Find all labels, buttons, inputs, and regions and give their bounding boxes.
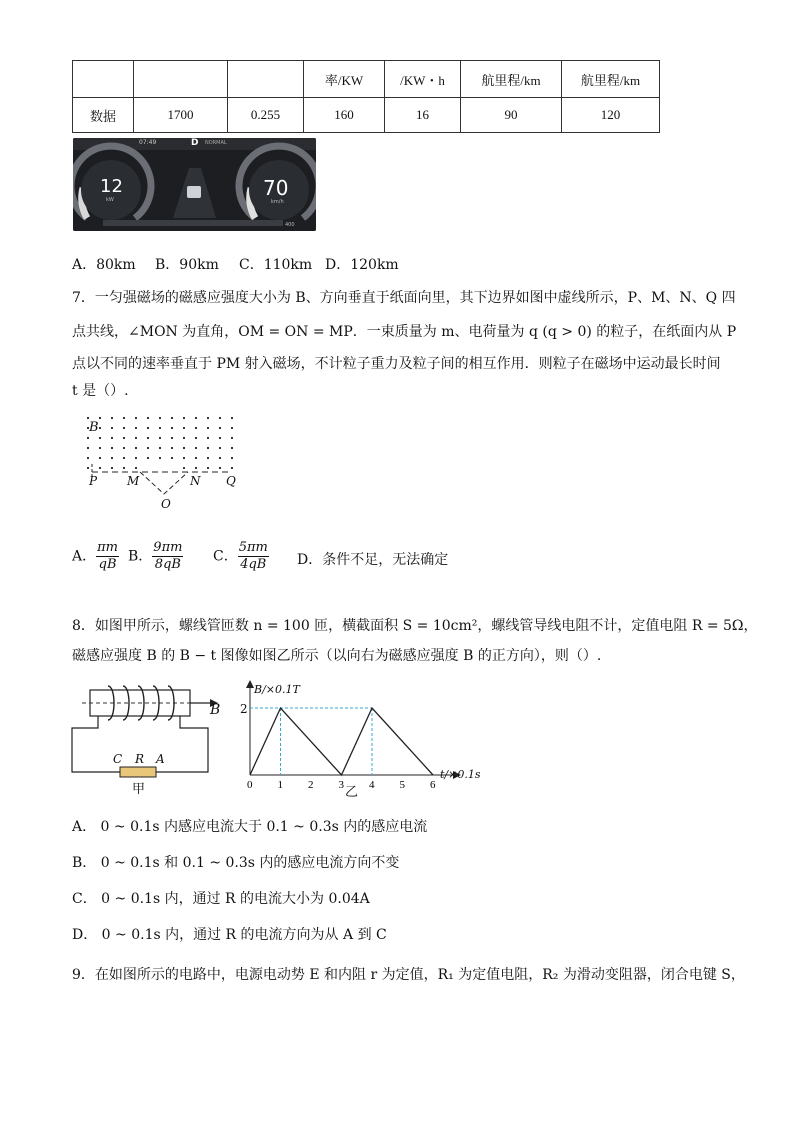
table-header-row: [73, 61, 660, 98]
field-dot: [87, 457, 89, 459]
field-dot: [111, 437, 113, 439]
fraction-denominator: 8qB: [154, 557, 181, 572]
table-cell: 数据: [73, 98, 134, 133]
q8-graph-xlabel: t/×0.1s: [440, 768, 481, 781]
q7-line-1: 7．一匀强磁场的磁感应强度大小为 B、方向垂直于纸面向里，其下边界如图中虚线所示，P、M、N、Q 四: [72, 290, 736, 306]
q8-fig-label-A: A: [156, 752, 165, 766]
q7-label-M: M: [127, 474, 140, 488]
field-dot: [159, 417, 161, 419]
field-dot: [135, 457, 137, 459]
field-dot: [183, 467, 185, 469]
q8-graph-ylabel: B/×0.1T: [254, 683, 300, 696]
field-dot: [195, 417, 197, 419]
q8-option-d: D． 0 ~ 0.1s 内，通过 R 的电流方向为从 A 到 C: [72, 927, 387, 943]
field-dot: [231, 447, 233, 449]
q6-option-d: D．120km: [325, 257, 399, 273]
field-dot: [231, 427, 233, 429]
field-dot: [207, 437, 209, 439]
table-cell: [228, 61, 304, 98]
field-dot: [123, 457, 125, 459]
q9-line-1: 9．在如图所示的电路中，电源电动势 E 和内阻 r 为定值，R₁ 为定值电阻，R₂ 为滑动变阻器，闭合电键 S，: [72, 967, 745, 983]
x-tick-label: 1: [277, 779, 283, 791]
field-dot: [195, 427, 197, 429]
field-dot: [207, 467, 209, 469]
table-cell: 率/KW: [304, 61, 385, 98]
dashboard-photo: [73, 138, 316, 231]
q6-option-a: A．80km: [72, 257, 136, 273]
q8-option-a: A． 0 ~ 0.1s 内感应电流大于 0.1 ~ 0.3s 内的感应电流: [72, 819, 428, 835]
q7-option-b: [128, 540, 183, 573]
field-dot: [231, 437, 233, 439]
field-dot: [99, 467, 101, 469]
field-dot: [159, 437, 161, 439]
fraction-numerator: 9πm: [153, 540, 183, 555]
x-tick-label: 6: [430, 779, 436, 791]
x-tick-label: 4: [369, 779, 375, 791]
q7-option-b-label: B．: [128, 548, 153, 565]
q8-graph-caption: 乙: [345, 785, 359, 800]
field-dot: [123, 417, 125, 419]
fraction-numerator: 5πm: [238, 540, 268, 555]
field-dot: [99, 427, 101, 429]
field-dot: [147, 437, 149, 439]
q6-option-b: B．90km: [155, 257, 219, 273]
q8-line-2: 磁感应强度 B 的 B − t 图像如图乙所示（以向右为磁感应强度 B 的正方向），则（）.: [72, 648, 602, 664]
field-dot: [195, 457, 197, 459]
field-dot: [159, 427, 161, 429]
table-cell: 16: [385, 98, 461, 133]
field-dot: [195, 437, 197, 439]
field-dot: [135, 467, 137, 469]
q7-option-a-fraction: [96, 540, 119, 573]
field-dot: [207, 457, 209, 459]
field-dot: [231, 417, 233, 419]
q7-option-d: D．条件不足，无法确定: [297, 552, 449, 568]
field-dot: [159, 457, 161, 459]
field-dot: [99, 457, 101, 459]
field-dot: [111, 457, 113, 459]
field-dot: [219, 467, 221, 469]
q8-fig-label-C: C: [113, 752, 123, 766]
field-dot: [219, 417, 221, 419]
q7-label-Q: Q: [226, 474, 236, 488]
field-dot: [147, 417, 149, 419]
table-cell: 1700: [134, 98, 228, 133]
field-dot: [183, 437, 185, 439]
field-dot: [195, 447, 197, 449]
table-cell: 航里程/km: [562, 61, 660, 98]
q7-option-a: [72, 540, 119, 573]
field-dot: [111, 467, 113, 469]
field-dot: [219, 437, 221, 439]
field-dot: [99, 417, 101, 419]
table-cell: 120: [562, 98, 660, 133]
field-dot: [135, 427, 137, 429]
q7-option-c: [213, 540, 269, 573]
q8-fig-label-R: R: [135, 752, 145, 766]
q7-option-b-fraction: [152, 540, 183, 573]
field-dot: [183, 447, 185, 449]
field-dot: [171, 417, 173, 419]
field-dot: [123, 437, 125, 439]
x-tick-label: 5: [399, 779, 405, 791]
dashboard-gear: D: [191, 138, 199, 148]
q8-line-1: 8．如图甲所示，螺线管匝数 n = 100 匝，横截面积 S = 10cm²，螺线管导线电阻不计，定值电阻 R = 5Ω，: [72, 618, 758, 634]
q8-option-c: C． 0 ~ 0.1s 内，通过 R 的电流大小为 0.04A: [72, 891, 370, 907]
field-dot: [87, 467, 89, 469]
x-tick-label: 0: [247, 779, 253, 791]
fraction-numerator: πm: [97, 540, 118, 555]
field-dot: [159, 447, 161, 449]
q7-label-N: N: [190, 474, 201, 488]
q6-option-c: C．110km: [239, 257, 313, 273]
bt-series-line: [250, 708, 433, 775]
q8-solenoid-circuit-figure: [68, 680, 228, 790]
field-dot: [171, 457, 173, 459]
field-dot: [111, 427, 113, 429]
fraction-denominator: qB: [98, 557, 117, 572]
field-dot: [99, 437, 101, 439]
table-cell: 90: [461, 98, 562, 133]
data-table: [72, 60, 660, 133]
q7-line-4: t 是（）.: [72, 383, 129, 399]
table-cell: [73, 61, 134, 98]
field-dot: [231, 457, 233, 459]
field-dot: [207, 447, 209, 449]
dashboard-power-value: 12: [100, 176, 123, 197]
table-cell: [134, 61, 228, 98]
field-dot: [171, 437, 173, 439]
field-dot: [135, 437, 137, 439]
field-dot: [207, 417, 209, 419]
field-dot: [147, 447, 149, 449]
q7-line-3: 点以不同的速率垂直于 PM 射入磁场，不计粒子重力及粒子间的相互作用．则粒子在磁场中运动最长时间: [72, 356, 721, 372]
field-dot: [219, 447, 221, 449]
q8-fig-caption-jia: 甲: [132, 782, 146, 797]
q8-option-b: B． 0 ~ 0.1s 和 0.1 ~ 0.3s 内的感应电流方向不变: [72, 855, 400, 871]
field-dot: [219, 457, 221, 459]
dashboard-speed-unit: km/h: [271, 199, 284, 205]
q7-label-P: P: [89, 474, 98, 488]
field-dot: [123, 447, 125, 449]
field-dot: [87, 437, 89, 439]
x-tick-label: 2: [308, 779, 314, 791]
field-dot: [171, 447, 173, 449]
dashboard-clock: 07:49: [139, 139, 157, 146]
field-dot: [111, 417, 113, 419]
q8-graph-y-tick: 2: [240, 702, 248, 716]
q7-option-c-fraction: [238, 540, 269, 573]
table-row: [73, 98, 660, 133]
table-cell: 160: [304, 98, 385, 133]
field-dot: [123, 467, 125, 469]
field-dot: [87, 447, 89, 449]
y-axis-arrow: [246, 680, 254, 688]
dashboard-power-unit: kW: [106, 197, 114, 203]
field-dot: [147, 457, 149, 459]
fraction-denominator: 4qB: [240, 557, 267, 572]
q7-label-B: B: [89, 420, 99, 435]
table-cell: /KW・h: [385, 61, 461, 98]
q7-option-c-label: C．: [213, 548, 238, 565]
field-dot: [183, 457, 185, 459]
field-dot: [111, 447, 113, 449]
field-dot: [183, 417, 185, 419]
field-dot: [195, 467, 197, 469]
field-dot: [183, 427, 185, 429]
field-dot: [231, 467, 233, 469]
field-dot: [99, 447, 101, 449]
field-dot: [87, 417, 89, 419]
dashboard-speed-value: 70: [263, 176, 289, 200]
field-dot: [135, 447, 137, 449]
q7-line-2: 点共线，∠MON 为直角，OM = ON = MP．一束质量为 m、电荷量为 q (q > 0) 的粒子，在纸面内从 P: [72, 324, 737, 340]
field-dot: [147, 427, 149, 429]
field-dot: [219, 427, 221, 429]
q7-option-a-label: A．: [72, 548, 97, 565]
q7-label-O: O: [161, 497, 171, 511]
table-cell: 0.255: [228, 98, 304, 133]
field-dot: [207, 427, 209, 429]
dashboard-range: 400: [285, 222, 295, 228]
field-dot: [171, 427, 173, 429]
q8-fig-label-B: B: [210, 702, 221, 718]
field-dot: [135, 417, 137, 419]
x-tick-label: 3: [338, 779, 344, 791]
field-dot: [123, 427, 125, 429]
dashboard-mode: NORMAL: [205, 140, 227, 146]
table-cell: 航里程/km: [461, 61, 562, 98]
